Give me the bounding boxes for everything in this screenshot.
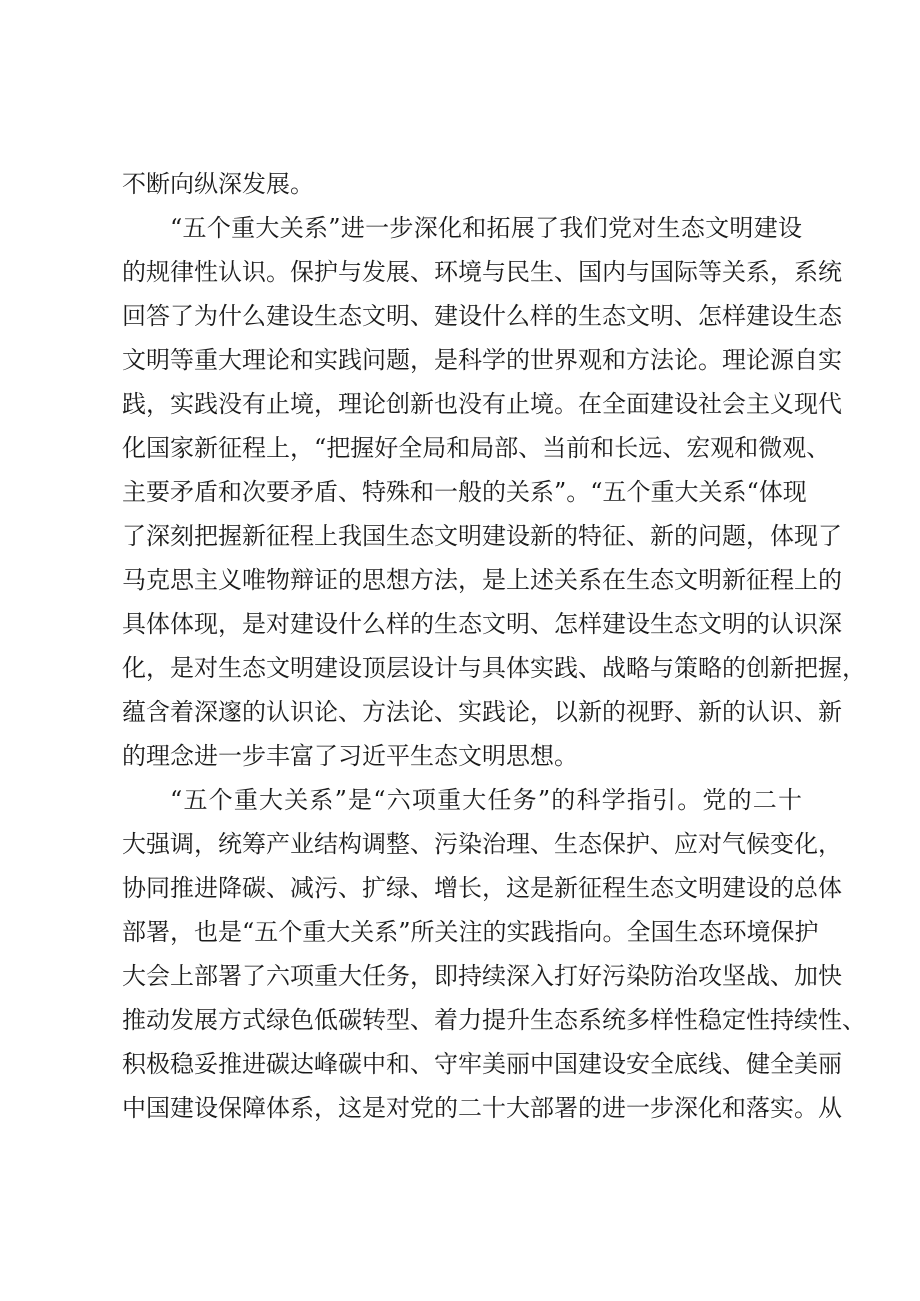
text-line-11: 具体体现，是对建设什么样的生态文明、怎样建设生态文明的认识深 — [122, 610, 842, 638]
text-line-4: 回答了为什么建设生态文明、建设什么样的生态文明、怎样建设生态 — [122, 302, 842, 330]
text-line-13: 蕴含着深邃的认识论、方法论、实践论，以新的视野、新的认识、新 — [122, 698, 842, 726]
text-line-7: 化国家新征程上，“把握好全局和局部、当前和长远、宏观和微观、 — [122, 434, 831, 462]
text-line-2: “五个重大关系”进一步深化和拓展了我们党对生态文明建设 — [170, 214, 802, 242]
text-line-8: 主要矛盾和次要矛盾、特殊和一般的关系”。“五个重大关系“体现 — [122, 478, 807, 506]
text-line-15: “五个重大关系”是“六项重大任务”的科学指引。党的二十 — [170, 786, 802, 814]
text-line-16: 大强调，统筹产业结构调整、污染治理、生态保护、应对气候变化， — [122, 830, 842, 858]
text-line-17: 协同推进降碳、减污、扩绿、增长，这是新征程生态文明建设的总体 — [122, 874, 842, 902]
text-line-18: 部署，也是“五个重大关系”所关注的实践指向。全国生态环境保护 — [122, 918, 819, 946]
text-line-10: 马克思主义唯物辩证的思想方法，是上述关系在生态文明新征程上的 — [122, 566, 842, 594]
text-line-20: 推动发展方式绿色低碳转型、着力提升生态系统多样性稳定性持续性、 — [122, 1006, 866, 1034]
text-line-6: 践，实践没有止境，理论创新也没有止境。在全面建设社会主义现代 — [122, 390, 842, 418]
text-line-9: 了深刻把握新征程上我国生态文明建设新的特征、新的问题，体现了 — [122, 522, 842, 550]
text-line-12: 化，是对生态文明建设顶层设计与具体实践、战略与策略的创新把握， — [122, 654, 866, 682]
text-line-22: 中国建设保障体系，这是对党的二十大部署的进一步深化和落实。从 — [122, 1094, 842, 1122]
text-line-14: 的理念进一步丰富了习近平生态文明思想。 — [122, 742, 578, 770]
text-line-3: 的规律性认识。保护与发展、环境与民生、国内与国际等关系，系统 — [122, 258, 842, 286]
text-line-21: 积极稳妥推进碳达峰碳中和、守牢美丽中国建设安全底线、健全美丽 — [122, 1050, 842, 1078]
text-line-1: 不断向纵深发展。 — [122, 170, 314, 198]
text-line-5: 文明等重大理论和实践问题，是科学的世界观和方法论。理论源自实 — [122, 346, 842, 374]
text-line-19: 大会上部署了六项重大任务，即持续深入打好污染防治攻坚战、加快 — [122, 962, 842, 990]
